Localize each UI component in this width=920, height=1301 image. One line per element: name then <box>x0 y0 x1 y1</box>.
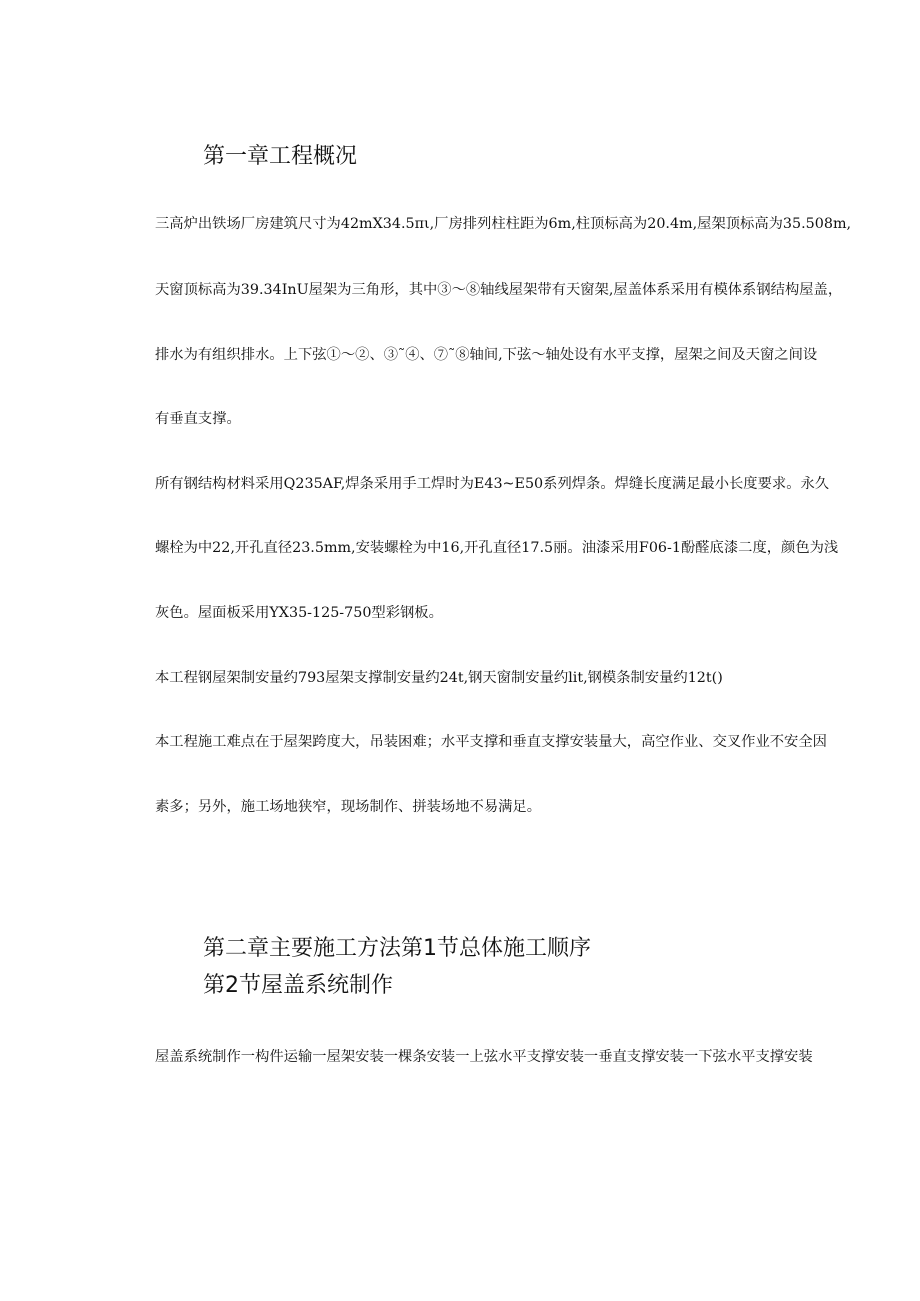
chapter-2-title: 第二章主要施工方法第1节总体施工顺序 <box>203 936 591 961</box>
paragraph-line: 排水为有组织排水。上下弦①～②、③˜④、⑦˜⑧轴间,下弦～轴处设有水平支撑，屋架之间及天窗之间设 <box>155 347 818 363</box>
paragraph-line: 灰色。屋面板采用YX35-125-750型彩钢板。 <box>155 605 443 621</box>
paragraph-line: 素多；另外，施工场地狭窄，现场制作、拼装场地不易满足。 <box>155 799 542 815</box>
paragraph-line: 天窗顶标高为39.34InU屋架为三角形，其中③～⑧轴线屋架带有天窗架,屋盖体系采用有模体系钢结构屋盖， <box>155 282 843 298</box>
paragraph-line: 本工程钢屋架制安量约793屋架支撑制安量约24t,钢天窗制安量约lit,钢模条制安量约12t() <box>155 670 723 686</box>
construction-sequence: 屋盖系统制作一构件运输一屋架安装一棵条安装一上弦水平支撑安装一垂直支撑安装一下弦水平支撑安装 <box>155 1049 813 1065</box>
paragraph-line: 三高炉出铁场厂房建筑尺寸为42mX34.5πι,厂房排列柱柱距为6m,柱顶标高为20.4m,屋架顶标高为35.508m, <box>155 216 852 232</box>
paragraph-line: 螺栓为中22,开孔直径23.5mm,安装螺栓为中16,开孔直径17.5丽。油漆采用F06-1酚醛底漆二度，颜色为浅 <box>155 540 839 556</box>
chapter-1-title: 第一章工程概况 <box>203 144 358 169</box>
paragraph-line: 有垂直支撑。 <box>155 411 241 427</box>
paragraph-line: 本工程施工难点在于屋架跨度大，吊装困难；水平支撑和垂直支撑安装量大，高空作业、交叉作业不安全因 <box>155 734 827 750</box>
paragraph-line: 所有钢结构材料采用Q235AF,焊条采用手工焊时为E43~E50系列焊条。焊缝长度满足最小长度要求。永久 <box>155 476 830 492</box>
section-2-title: 第2节屋盖系统制作 <box>203 973 393 998</box>
